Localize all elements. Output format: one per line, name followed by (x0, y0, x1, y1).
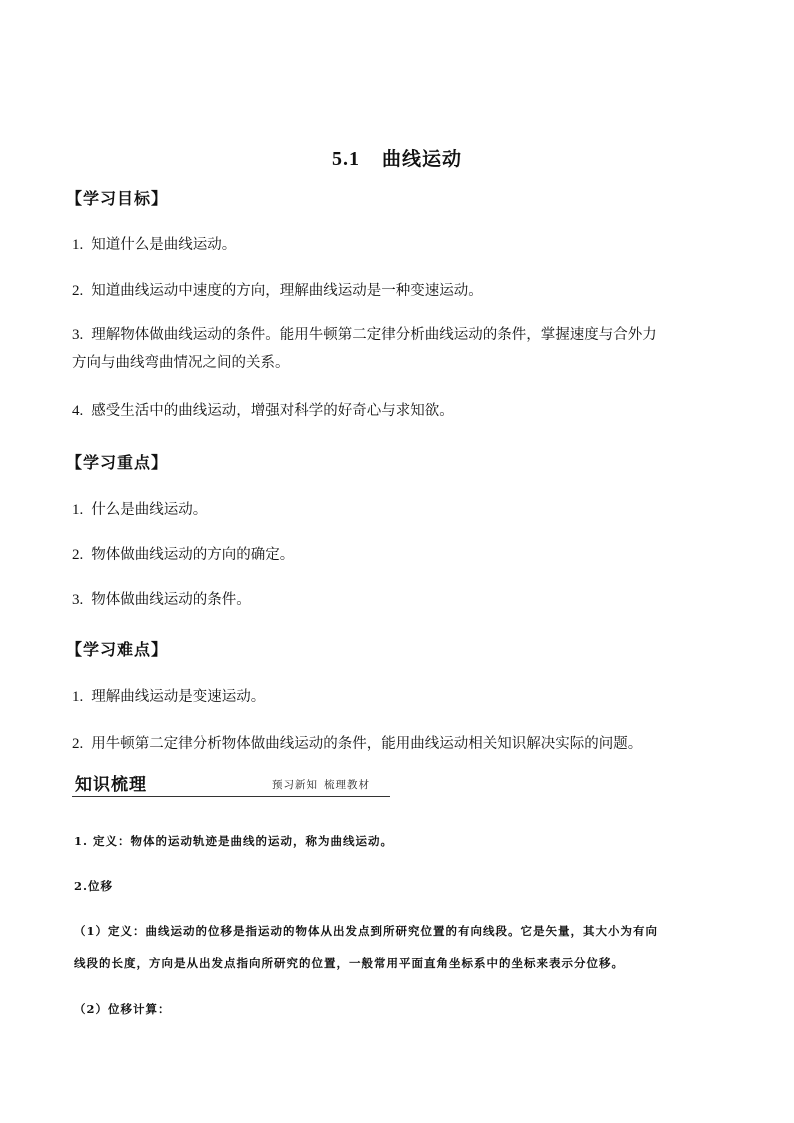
displacement-def-line-1: （1）定义：曲线运动的位移是指运动的物体从出发点到所研究位置的有向线段。它是矢量，其大小为有向 (74, 924, 658, 938)
objective-item-2: 2. 知道曲线运动中速度的方向，理解曲线运动是一种变速运动。 (72, 283, 483, 299)
banner-divider (72, 796, 390, 797)
objective-item-3: 3. 理解物体做曲线运动的条件。能用牛顿第二定律分析曲线运动的条件，掌握速度与合外力 (72, 327, 657, 343)
displacement-def-line-2: 线段的长度，方向是从出发点指向所研究的位置，一般常用平面直角坐标系中的坐标来表示分位移。 (74, 956, 624, 970)
objective-item-3-cont: 方向与曲线弯曲情况之间的关系。 (72, 355, 290, 371)
heading-objectives: 【学习目标】 (66, 189, 169, 208)
knowledge-banner (72, 768, 392, 800)
key-point-item-2: 2. 物体做曲线运动的方向的确定。 (72, 547, 295, 563)
definition-text: 1. 定义：物体的运动轨迹是曲线的运动，称为曲线运动。 (74, 834, 394, 848)
objective-item-4: 4. 感受生活中的曲线运动，增强对科学的好奇心与求知欲。 (72, 403, 454, 419)
difficulty-item-1: 1. 理解曲线运动是变速运动。 (72, 689, 266, 705)
displacement-heading: 2.位移 (74, 879, 114, 893)
displacement-calc: （2）位移计算： (74, 1002, 171, 1016)
title-text: 曲线运动 (381, 148, 462, 170)
objective-item-1: 1. 知道什么是曲线运动。 (72, 237, 237, 253)
difficulty-item-2: 2. 用牛顿第二定律分析物体做曲线运动的条件，能用曲线运动相关知识解决实际的问题。 (72, 736, 643, 752)
heading-difficulties: 【学习难点】 (66, 640, 169, 659)
banner-tab-preview: 预习新知 (272, 779, 318, 791)
heading-key-points: 【学习重点】 (66, 453, 169, 472)
title-number: 5.1 (331, 148, 360, 170)
page-title (0, 144, 794, 171)
banner-tabs (272, 777, 370, 792)
key-point-item-3: 3. 物体做曲线运动的条件。 (72, 592, 251, 608)
banner-title: 知识梳理 (75, 775, 147, 795)
banner-tab-review: 梳理教材 (324, 779, 370, 791)
key-point-item-1: 1. 什么是曲线运动。 (72, 502, 208, 518)
